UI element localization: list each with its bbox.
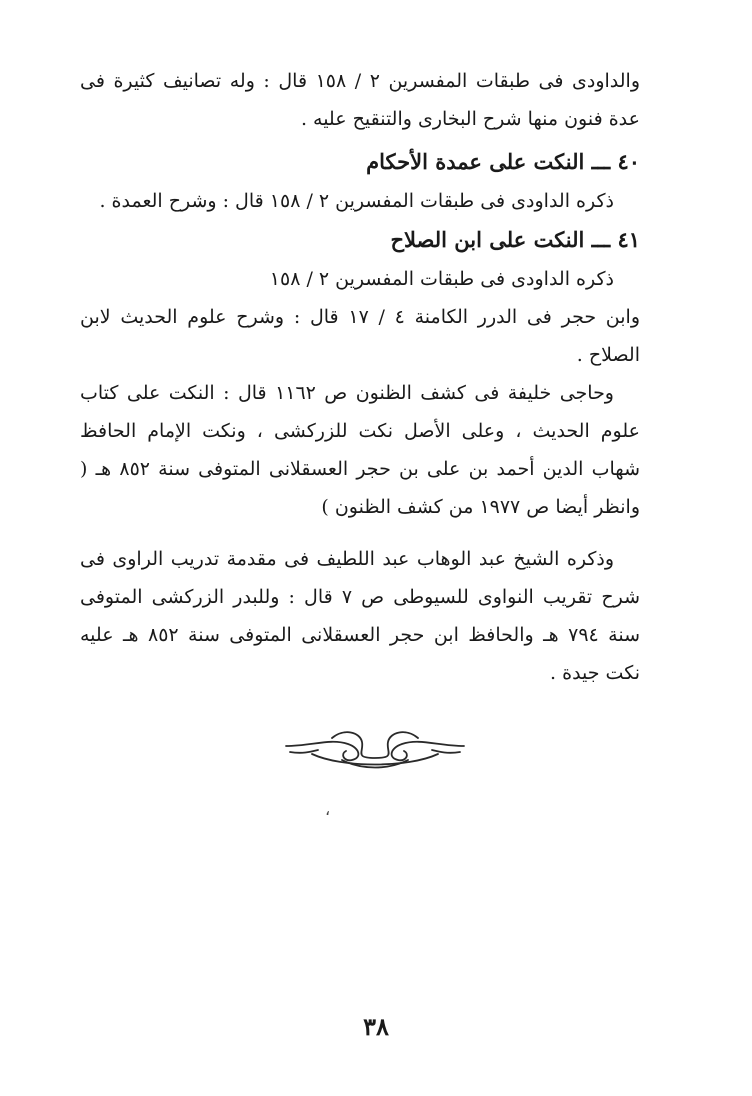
- flourish-ornament-icon: [282, 724, 468, 774]
- paragraph-item-40: ذكره الداودى فى طبقات المفسرين ٢ / ١٥٨ قال : وشرح العمدة .: [99, 190, 614, 212]
- heading-item-40: ٤٠ ـــ النكت على عمدة الأحكام: [366, 149, 640, 174]
- paragraph-dawudi-intro: والداودى فى طبقات المفسرين ٢ / ١٥٨ قال : وله تصانيف كثيرة فى عدة فنون منها شرح البخارى والتنقيح عليه .: [80, 70, 640, 130]
- paragraph-ibn-hajar-ref: وابن حجر فى الدرر الكامنة ٤ / ١٧ قال : وشرح علوم الحديث لابن الصلاح .: [80, 306, 641, 366]
- stray-mark: ،: [325, 800, 331, 819]
- page-number: ٣٨: [363, 1012, 389, 1041]
- paragraph-hajji-khalifa-ref: وحاجى خليفة فى كشف الظنون ص ١١٦٢ قال : النكت على كتاب علوم الحديث ، وعلى الأصل نكت للزركشى ، ونكت الإمام الحافظ شهاب الدين أحمد بن على بن حجر العسقلانى المتوفى سنة ٨٥٢ هـ ( وانظر أيضا ص ١٩٧٧ من كشف الظنون ): [80, 382, 640, 518]
- heading-item-41: ٤١ ـــ النكت على ابن الصلاح: [390, 227, 640, 252]
- page-body: [80, 62, 640, 692]
- paragraph-abdulwahhab-ref: وذكره الشيخ عبد الوهاب عبد اللطيف فى مقدمة تدريب الراوى فى شرح تقريب النواوى للسيوطى ص ٧ قال : وللبدر الزركشى المتوفى سنة ٧٩٤ هـ والحافظ ابن حجر العسقلانى المتوفى سنة ٨٥٢ هـ عليه نكت جيدة .: [80, 548, 640, 684]
- paragraph-dawudi-ref: ذكره الداودى فى طبقات المفسرين ٢ / ١٥٨: [269, 268, 614, 290]
